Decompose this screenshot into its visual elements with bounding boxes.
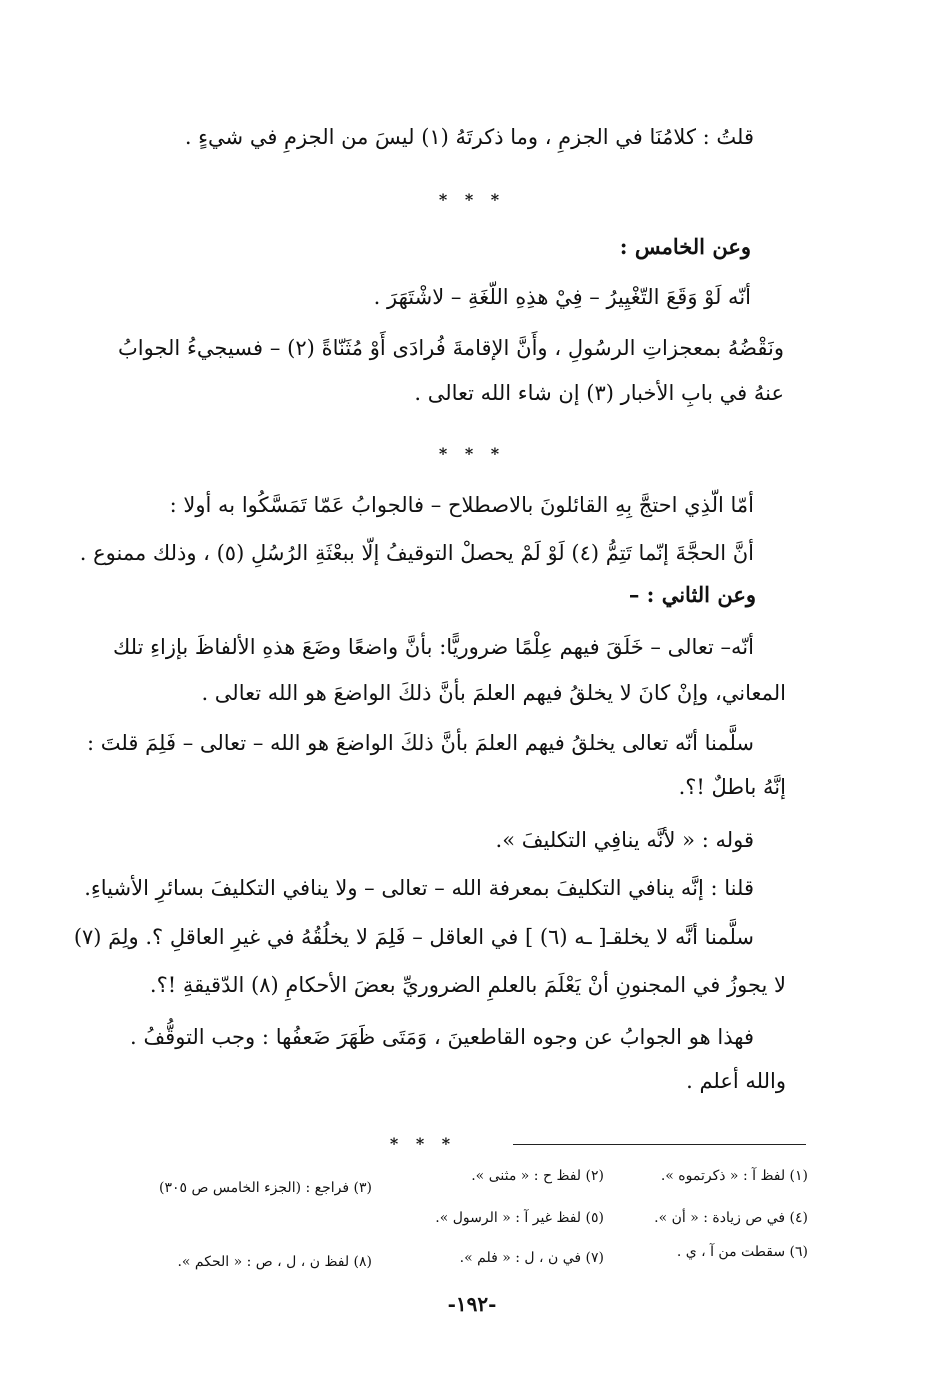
section-separator: * * * <box>389 1134 457 1153</box>
text-line: سلَّمنا أنَّه لا يخلقـ[ ـه (٦) ] في العاقل – فَلِمَ لا يخلُقُهُ في غيرِ العاقلِ ؟. ولِمَ (٧) <box>73 925 754 949</box>
text-line: قلنا : إنَّه ينافي التكليفَ بمعرفة الله – تعالى – ولا ينافي التكليفَ بسائرِ الأشياءِ. <box>84 876 754 900</box>
text-line: فهذا هو الجوابُ عن وجوه القاطعينَ ، وَمَتَى ظَهَرَ ضَعفُها : وجب التوقُّفُ . <box>130 1025 754 1049</box>
section-heading: وعن الثاني : – <box>628 582 756 607</box>
text-line: قوله : « لأنَّه ينافِي التكليفَ ». <box>495 828 754 852</box>
footnote: (٨) لفظ ن ، ل ، ص : « الحكم ». <box>177 1254 372 1270</box>
text-line: أنّه– تعالى – خَلَقَ فيهم عِلْمًا ضروريًّا: بأنَّ واضعًا وضَعَ هذهِ الألفاظَ بإزاءِ تلك <box>112 635 754 659</box>
footnote: (٢) لفظ ح : « مثنى ». <box>471 1168 604 1184</box>
footnote: (٣) فراجع : (الجزء الخامس ص ٣٠٥) <box>158 1180 372 1196</box>
text-line: سلَّمنا أنّه تعالى يخلقُ فيهم العلمَ بأنَّ ذلكَ الواضعَ هو الله – تعالى – فَلِمَ قلتَ : <box>87 731 754 755</box>
text-line: أمّا الّذِي احتجَّ بِهِ القائلونَ بالاصطلاح – فالجوابُ عَمّا تَمَسَّكُوا به أولا : <box>169 493 754 517</box>
page-number: -١٩٢- <box>447 1292 497 1316</box>
text-line: لا يجوزُ في المجنونِ أنْ يَعْلَمَ بالعلمِ الضروريِّ بعضَ الأحكامِ (٨) الدّقيقةِ !؟. <box>149 973 786 997</box>
footnote: (٦) سقطت من آ ، ي . <box>676 1244 808 1260</box>
section-separator: * * * <box>438 444 506 463</box>
footnote: (٤) في ص زيادة : « أن ». <box>654 1210 808 1226</box>
footnote: (١) لفظ آ : « ذكرتموه ». <box>660 1168 808 1184</box>
text-line: عنهُ في بابِ الأخبار (٣) إن شاء الله تعالى . <box>414 381 784 405</box>
footnote: (٥) لفظ غير آ : « الرسول ». <box>435 1210 604 1226</box>
text-line: أنّه لَوْ وَقَعَ التّغْيِيرُ – فِيْ هذِهِ اللّغَةِ – لاشْتَهَرَ . <box>373 285 751 309</box>
text-line: قلتُ : كلامُنَا في الجزمِ ، وما ذكرتَهُ (١) ليسَ من الجزمِ في شيءٍ . <box>184 125 754 149</box>
footnote: (٧) في ن ، ل : « فلم ». <box>459 1250 604 1266</box>
section-separator: * * * <box>438 190 506 209</box>
text-line: ونَقْضُهُ بمعجزاتِ الرسُولِ ، وأَنَّ الإقامةَ فُرادَى أَوْ مُثَنّاةً (٢) – فسيجيءُ الجوابُ <box>118 336 784 360</box>
text-line: والله أعلم . <box>686 1069 786 1093</box>
section-heading: وعن الخامس : <box>619 234 751 259</box>
footnote-rule <box>513 1144 806 1145</box>
text-line: المعاني، وإنْ كانَ لا يخلقُ فيهم العلمَ بأنَّ ذلكَ الواضعَ هو الله تعالى . <box>201 681 786 705</box>
text-line: أنَّ الحجَّةَ إنّما تَتِمُّ (٤) لَوْ لَمْ يحصلْ التوقيفُ إلّا ببعْثَةِ الرُسُلِ (٥) ، وذلك ممنوع . <box>79 541 754 565</box>
text-line: إنَّهُ باطلٌ !؟. <box>678 775 786 799</box>
